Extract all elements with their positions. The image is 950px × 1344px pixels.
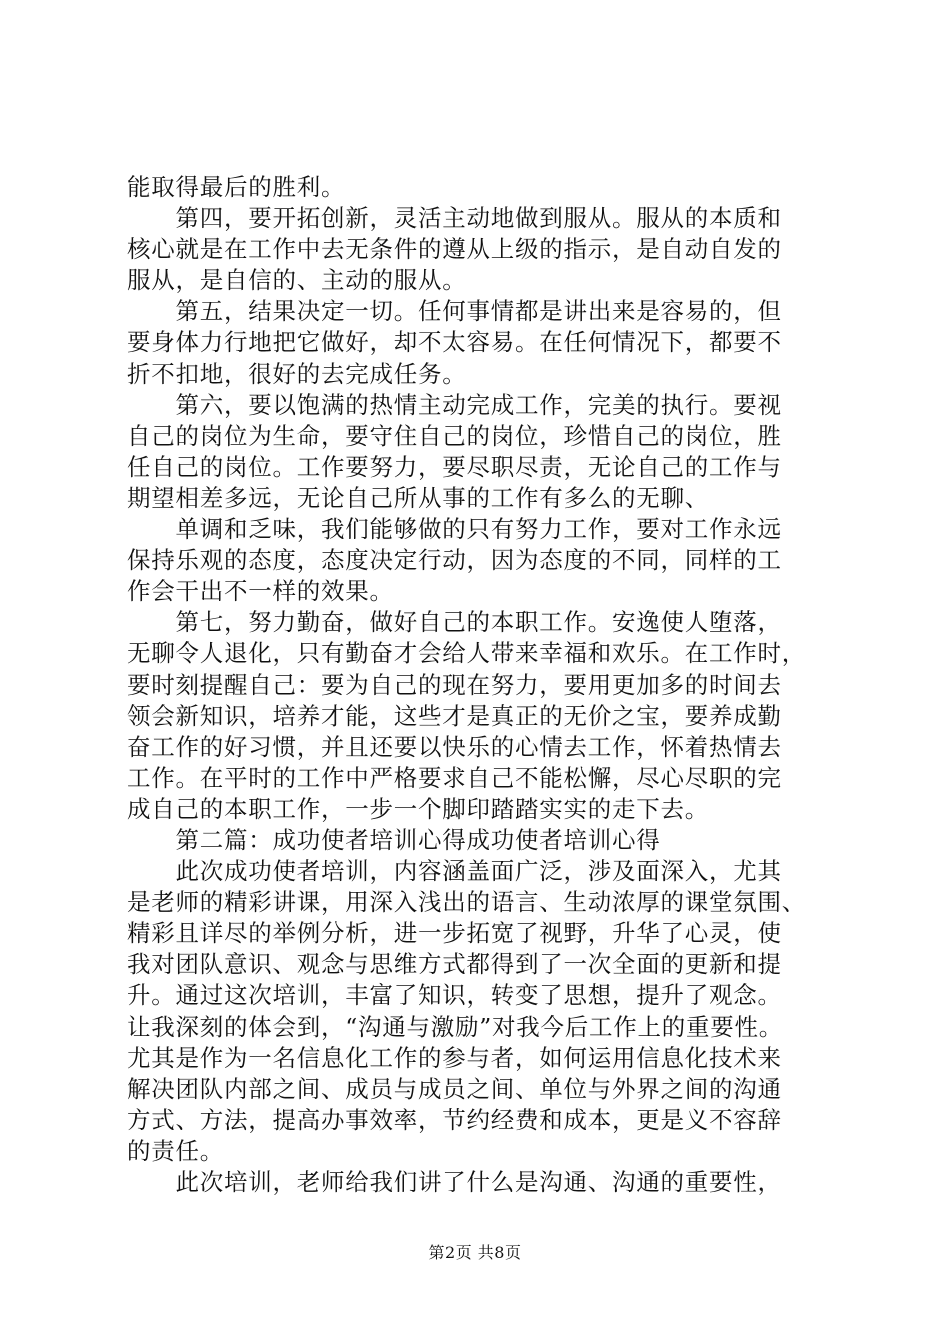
text-line: 服从，是自信的、主动的服从。 (127, 266, 467, 295)
text-line: 此次培训，老师给我们讲了什么是沟通、沟通的重要性， (127, 1168, 782, 1196)
text-line: 期望相差多远，无论自己所从事的工作有多么的无聊、 (127, 483, 709, 512)
text-line: 成自己的本职工作，一步一个脚印踏踏实实的走下去。 (127, 794, 709, 823)
text-line: 要时刻提醒自己：要为自己的现在努力，要用更加多的时间去 (127, 670, 782, 699)
text-line: 无聊令人退化，只有勤奋才会给人带来幸福和欢乐。在工作时， (127, 639, 806, 668)
text-line: 尤其是作为一名信息化工作的参与者，如何运用信息化技术来 (127, 1043, 782, 1072)
text-line: 保持乐观的态度，态度决定行动，因为态度的不同，同样的工 (127, 546, 782, 575)
text-line: 第四，要开拓创新，灵活主动地做到服从。服从的本质和 (127, 204, 782, 233)
text-line: 我对团队意识、观念与思维方式都得到了一次全面的更新和提 (127, 950, 782, 979)
text-line: 领会新知识，培养才能，这些才是真正的无价之宝，要养成勤 (127, 701, 782, 730)
page-footer: 第2页 共8页 (428, 1243, 522, 1262)
text-line: 能取得最后的胜利。 (127, 173, 346, 201)
text-line: 核心就是在工作中去无条件的遵从上级的指示，是自动自发的 (127, 235, 782, 264)
text-line: 自己的岗位为生命，要守住自己的岗位，珍惜自己的岗位，胜 (127, 421, 782, 450)
text-line: 单调和乏味，我们能够做的只有努力工作，要对工作永远 (127, 515, 782, 544)
text-line: 折不扣地，很好的去完成任务。 (127, 359, 467, 388)
text-line: 是老师的精彩讲课，用深入浅出的语言、生动浓厚的课堂氛围、 (127, 888, 806, 917)
text-line: 解决团队内部之间、成员与成员之间、单位与外界之间的沟通 (127, 1074, 782, 1103)
text-line: 作会干出不一样的效果。 (127, 577, 394, 606)
text-line: 让我深刻的体会到，“沟通与激励”对我今后工作上的重要性。 (127, 1012, 784, 1041)
text-line: 升。通过这次培训，丰富了知识，转变了思想，提升了观念。 (127, 981, 782, 1010)
text-line: 要身体力行地把它做好，却不太容易。在任何情况下，都要不 (127, 328, 782, 357)
text-line: 工作。在平时的工作中严格要求自己不能松懈，尽心尽职的完 (127, 763, 782, 792)
text-line: 第七，努力勤奋，做好自己的本职工作。安逸使人堕落， (127, 608, 782, 637)
text-line: 此次成功使者培训，内容涵盖面广泛，涉及面深入，尤其 (127, 857, 782, 886)
text-line: 第二篇：成功使者培训心得成功使者培训心得 (127, 825, 661, 854)
body-text (127, 172, 827, 1198)
text-line: 任自己的岗位。工作要努力，要尽职尽责，无论自己的工作与 (127, 452, 782, 481)
text-line: 第五，结果决定一切。任何事情都是讲出来是容易的，但 (127, 297, 782, 326)
text-line: 第六，要以饱满的热情主动完成工作，完美的执行。要视 (127, 390, 782, 419)
text-line: 的责任。 (127, 1136, 224, 1165)
text-line: 方式、方法，提高办事效率，节约经费和成本，更是义不容辞 (127, 1105, 782, 1134)
text-line: 奋工作的好习惯，并且还要以快乐的心情去工作，怀着热情去 (127, 732, 782, 761)
text-line: 精彩且详尽的举例分析，进一步拓宽了视野，升华了心灵，使 (127, 919, 782, 948)
